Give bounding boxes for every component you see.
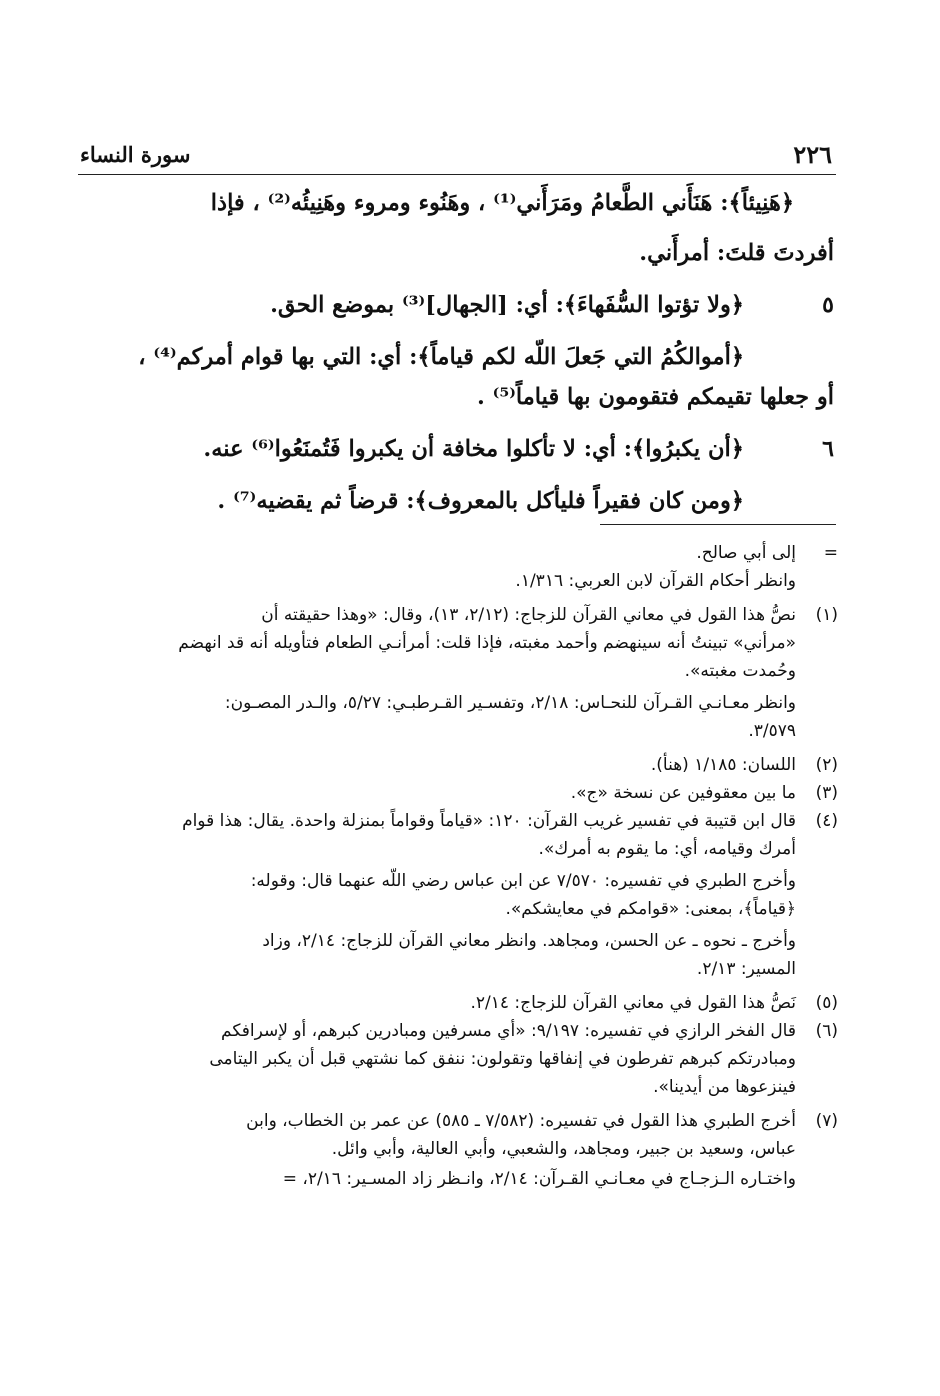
- surah-title: سورة النساء: [80, 142, 191, 167]
- footnote-text: وأخرج ـ نحوه ـ عن الحسن، ومجاهد. وانظر معاني القرآن للزجاج: ٢/١٤، وزاد: [262, 931, 796, 951]
- footnote-line: [78, 1074, 838, 1101]
- footnote-line: [78, 690, 838, 717]
- text-line: [78, 342, 834, 372]
- footnote-text: «مرأني» تبينتُ أنه سينهضم وأحمد مغبته، فإذا قلت: أمرأنـي الطعام فتأويله أنه قد انهضم: [178, 633, 796, 653]
- footnote-line: [78, 1136, 838, 1163]
- line-text: أو جعلها تقيمكم فتقومون بها قياماً⁽⁵⁾ .: [476, 384, 834, 410]
- footnote-text: وانظر أحكام القرآن لابن العربي: ١/٣١٦.: [515, 571, 796, 591]
- footnote-text: أمرك وقيامه، أي: ما يقوم به أمرك».: [538, 839, 796, 859]
- footnote-text: عباس، وسعيد بن جبير، ومجاهد، والشعبي، وأبي العالية، وأبي وائل.: [331, 1139, 796, 1159]
- footnote-text: قال ابن قتيبة في تفسير غريب القرآن: ١٢٠: «قياماً وقواماً بمنزلة واحدة. يقال: هذا قوام: [182, 811, 796, 831]
- footnote-text: واختـاره الـزجـاج في معـانـي القـرآن: ٢/١٤، وانـظر زاد المسـير: ٢/١٦، =: [282, 1169, 796, 1189]
- footnote-number: (٧): [815, 1111, 838, 1131]
- footnote-text: ٣/٥٧٩.: [748, 721, 796, 741]
- footnote-text: اللسان: ١/١٨٥ (هنأ).: [650, 755, 796, 775]
- line-text: ﴿ولا تؤتوا السُّفَهاءَ﴾: أي: [الجهال]⁽³⁾ بموضع الحق.: [270, 292, 744, 318]
- footnote-line: [78, 956, 838, 983]
- footnote-number: (٤): [815, 811, 838, 831]
- footnote-line: [78, 780, 838, 807]
- footnote-line: [78, 602, 838, 629]
- footnote-line: [78, 630, 838, 657]
- footnote-text: وانظر معـانـي القـرآن للنحـاس: ٢/١٨، وتفسـير القـرطبـي: ٥/٢٧، والـدر المصـون:: [224, 693, 796, 713]
- text-line: [78, 238, 834, 268]
- footnote-number: =: [823, 543, 838, 563]
- footnote-text: إلى أبي صالح.: [696, 543, 796, 563]
- line-text: ﴿أموالكُمُ التي جَعلَ اللّه لكم قياماً﴾: أي: التي بها قوام أمركم⁽⁴⁾ ،: [138, 344, 744, 370]
- footnote-number: (٥): [815, 993, 838, 1013]
- footnote-line: [78, 540, 838, 567]
- footnote-number: (٢): [815, 755, 838, 775]
- footnote-number: (٣): [815, 783, 838, 803]
- footnote-line: [78, 1166, 838, 1193]
- footnote-line: [78, 568, 838, 595]
- footnote-text: وحُمدت مغبته».: [684, 661, 796, 681]
- footnote-line: [78, 896, 838, 923]
- line-text: ﴿ومن كان فقيراً فليأكل بالمعروف﴾: قرضاً ثم يقضيه⁽⁷⁾ .: [217, 488, 744, 514]
- text-line: [78, 434, 834, 464]
- footnote-text: ما بين معقوفين عن نسخة «ج».: [570, 783, 796, 803]
- footnote-text: ﴿قياماً﴾، بمعنى: «قوامكم في معايشكم».: [505, 899, 796, 919]
- footnote-line: [78, 1108, 838, 1135]
- footnote-line: [78, 1046, 838, 1073]
- footnote-number: (١): [815, 605, 838, 625]
- footnote-text: نصُّ هذا القول في معاني القرآن للزجاج: (٢/١٢، ١٣)، وقال: «وهذا حقيقته أن: [261, 605, 796, 625]
- footnote-number: (٦): [815, 1021, 838, 1041]
- page-number: ٢٢٦: [793, 140, 832, 169]
- page-header: [78, 140, 836, 175]
- footnote-line: [78, 836, 838, 863]
- footnote-text: فينزعوها من أيدينا».: [653, 1077, 796, 1097]
- footnote-text: المسير: ٢/١٣.: [696, 959, 796, 979]
- footnote-text: قال الفخر الرازي في تفسيره: ٩/١٩٧: «أي مسرفين ومبادرين كبرهم، أو لإسرافكم: [221, 1021, 796, 1041]
- text-line: [78, 486, 834, 516]
- footnote-divider: [600, 524, 836, 525]
- footnote-text: نَصُّ هذا القول في معاني القرآن للزجاج: ٢/١٤.: [470, 993, 796, 1013]
- footnote-line: [78, 928, 838, 955]
- text-line: [78, 382, 834, 412]
- footnote-line: [78, 808, 838, 835]
- text-line: [78, 188, 834, 218]
- footnote-line: [78, 868, 838, 895]
- footnote-text: أخرج الطبري هذا القول في تفسيره: (٧/٥٨٢ ـ ٥٨٥) عن عمر بن الخطاب، وابن: [246, 1111, 796, 1131]
- footnote-text: ومبادرتكم كبرهم تفرطون في إنفاقها وتقولون: ننفق كما نشتهي قبل أن يكبر اليتامى: [209, 1049, 796, 1069]
- footnote-line: [78, 990, 838, 1017]
- footnote-line: [78, 752, 838, 779]
- footnote-line: [78, 718, 838, 745]
- line-text: أفردتَ قلتَ: أمرأَني.: [639, 240, 834, 266]
- verse-number: ٦: [822, 436, 834, 462]
- footnote-line: [78, 1018, 838, 1045]
- line-text: ﴿أن يكبرُوا﴾: أي: لا تأكلوا مخافة أن يكبروا فَتُمنَعُوا⁽⁶⁾ عنه.: [203, 436, 744, 462]
- line-text: ﴿هَنِيئاً﴾: هَنَأَني الطَّعامُ ومَرَأَني⁽¹⁾ ، وهَنُوء ومروء وهَنِيئُه⁽²⁾ ، فإذا: [210, 190, 794, 216]
- footnote-line: [78, 658, 838, 685]
- verse-number: ٥: [822, 292, 834, 318]
- footnote-text: وأخرج الطبري في تفسيره: ٧/٥٧٠ عن ابن عباس رضي اللّه عنهما قال: وقوله:: [250, 871, 796, 891]
- text-line: [78, 290, 834, 320]
